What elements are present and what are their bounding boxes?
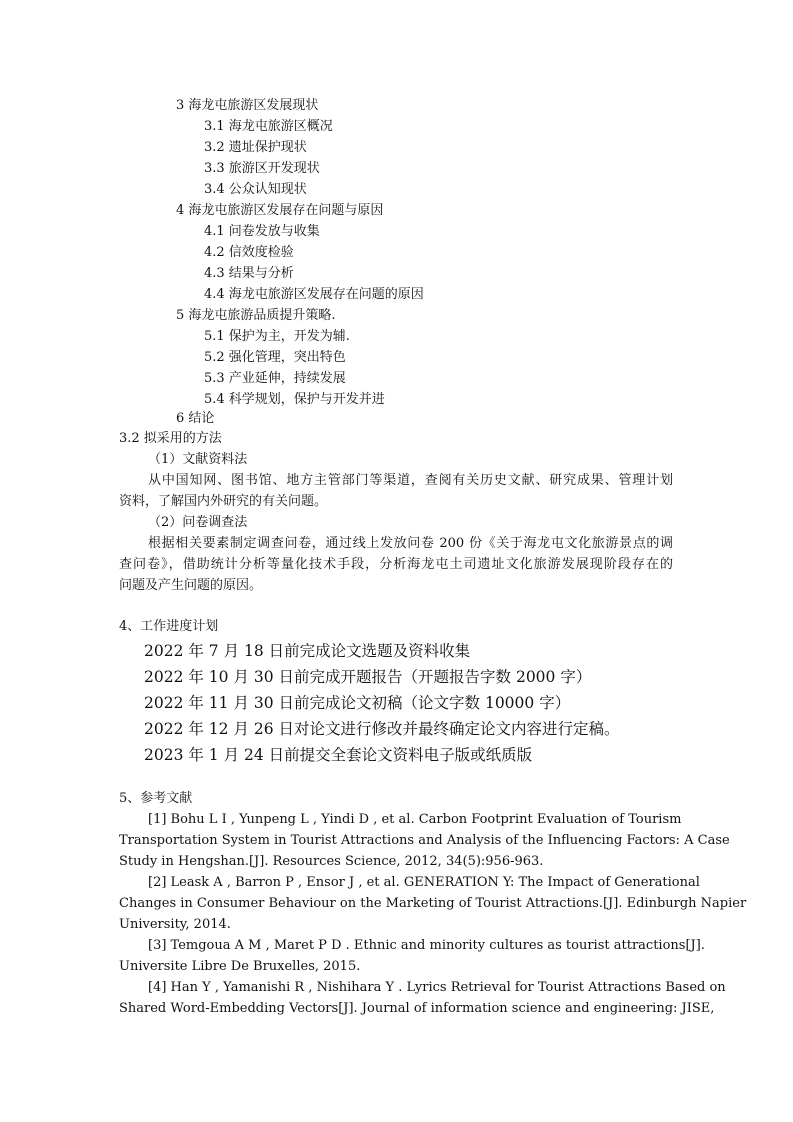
outline-item: 5.1 保护为主，开发为辅.: [204, 329, 350, 344]
method-paragraph: 从中国知网、图书馆、地方主管部门等渠道，查阅有关历史文献、研究成果、管理计划: [148, 473, 673, 488]
reference-line: Changes in Consumer Behaviour on the Marketing of Tourist Attractions.[J]. Edinburgh Napier: [119, 896, 747, 911]
section-heading: 3.2 拟采用的方法: [119, 431, 222, 446]
outline-item: 5.2 强化管理，突出特色: [204, 350, 346, 365]
method-title: （1）文献资料法: [148, 452, 248, 467]
reference-line: [1] Bohu L I , Yunpeng L , Yindi D , et al. Carbon Footprint Evaluation of Tourism: [148, 812, 682, 827]
outline-item: 4.3 结果与分析: [204, 266, 294, 281]
outline-ch5: 5 海龙屯旅游品质提升策略.: [176, 308, 336, 323]
reference-line: Transportation System in Tourist Attractions and Analysis of the Influencing Factors: A Case: [119, 833, 730, 848]
schedule-item: 2022 年 12 月 26 日对论文进行修改并最终确定论文内容进行定稿。: [144, 720, 620, 738]
outline-item: 5.4 科学规划，保护与开发并进: [204, 392, 385, 407]
outline-ch6: 6 结论: [176, 411, 215, 426]
reference-line: Universite Libre De Bruxelles, 2015.: [119, 959, 361, 974]
outline-item: 4.2 信效度检验: [204, 245, 294, 260]
reference-line: [3] Temgoua A M , Maret P D . Ethnic and minority cultures as tourist attractions[J].: [148, 938, 705, 953]
reference-line: [2] Leask A , Barron P , Ensor J , et al. GENERATION Y: The Impact of Generational: [148, 875, 700, 890]
outline-item: 3.3 旅游区开发现状: [204, 161, 320, 176]
reference-line: Study in Hengshan.[J]. Resources Science, 2012, 34(5):956-963.: [119, 854, 544, 869]
outline-item: 4.1 问卷发放与收集: [204, 224, 320, 239]
reference-line: Shared Word-Embedding Vectors[J]. Journal of information science and engineering: JISE,: [119, 1001, 715, 1016]
schedule-item: 2022 年 11 月 30 日前完成论文初稿（论文字数 10000 字）: [144, 694, 571, 712]
outline-item: 4.4 海龙屯旅游区发展存在问题的原因: [204, 287, 424, 302]
schedule-item: 2023 年 1 月 24 日前提交全套论文资料电子版或纸质版: [144, 746, 533, 764]
outline-item: 3.4 公众认知现状: [204, 182, 307, 197]
schedule-item: 2022 年 7 月 18 日前完成论文选题及资料收集: [144, 642, 471, 660]
method-paragraph: 资料，了解国内外研究的有关问题。: [119, 494, 328, 509]
reference-line: [4] Han Y , Yamanishi R , Nishihara Y . Lyrics Retrieval for Tourist Attractions Based on: [148, 980, 726, 995]
outline-ch4: 4 海龙屯旅游区发展存在问题与原因: [176, 203, 384, 218]
method-paragraph: 查问卷》，借助统计分析等量化技术手段，分析海龙屯土司遗址文化旅游发展现阶段存在的: [119, 557, 673, 572]
method-paragraph: 问题及产生问题的原因。: [119, 578, 263, 593]
reference-line: University, 2014.: [119, 917, 231, 932]
outline-ch3: 3 海龙屯旅游区发展现状: [176, 98, 319, 113]
section-heading: 4、工作进度计划: [119, 619, 219, 634]
schedule-item: 2022 年 10 月 30 日前完成开题报告（开题报告字数 2000 字）: [144, 668, 592, 686]
outline-item: 3.2 遗址保护现状: [204, 140, 307, 155]
section-heading: 5、参考文献: [119, 791, 193, 806]
method-paragraph: 根据相关要素制定调查问卷，通过线上发放问卷 200 份《关于海龙屯文化旅游景点的调: [148, 536, 673, 551]
outline-item: 3.1 海龙屯旅游区概况: [204, 119, 333, 134]
method-title: （2）问卷调查法: [148, 515, 248, 530]
outline-item: 5.3 产业延伸，持续发展: [204, 371, 346, 386]
